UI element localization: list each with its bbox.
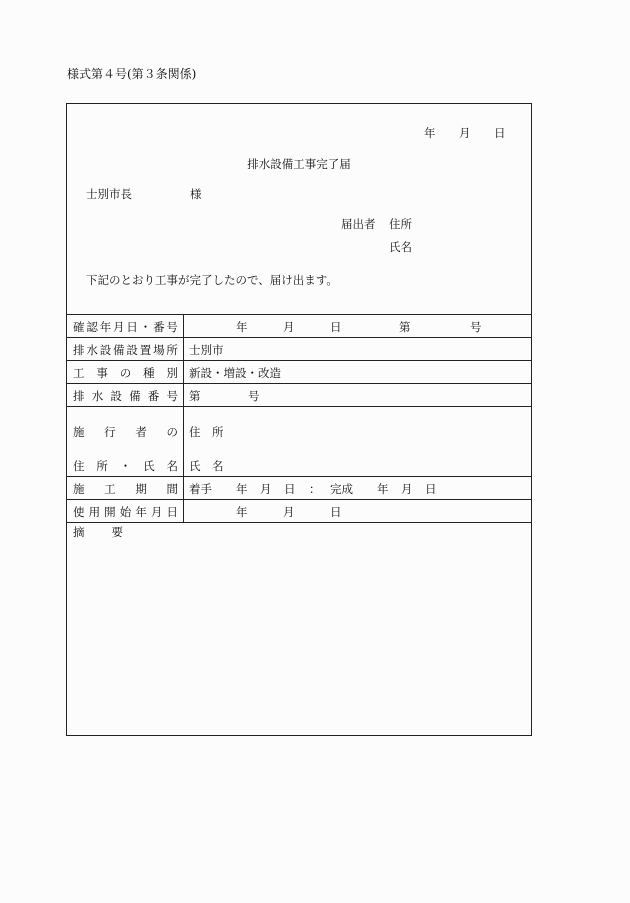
label-char: 水: [91, 389, 104, 403]
label-char: 設: [126, 343, 138, 357]
work-type-value: 新設・増設・改造: [189, 366, 281, 380]
confirm-month: 月: [283, 320, 295, 334]
label-char: 場: [153, 343, 165, 357]
label-char: 期: [135, 482, 147, 496]
label-char: 年: [99, 320, 112, 334]
number-go: 号: [248, 389, 260, 403]
form-frame: [66, 103, 532, 736]
label-char: 設: [110, 389, 122, 403]
row-divider: [67, 383, 531, 384]
period-start-month: 月: [260, 482, 272, 496]
applicant-address-label: 住所: [389, 217, 412, 231]
label-char: 号: [166, 389, 178, 403]
period-end-month: 月: [401, 482, 413, 496]
location-label: [73, 342, 178, 358]
label-char: 番: [147, 389, 160, 403]
label-char: 工: [73, 366, 85, 380]
contractor-name-label: 氏 名: [189, 459, 224, 473]
contractor-label-bottom: [73, 458, 178, 474]
page-title: 排水設備工事完了届: [247, 157, 351, 171]
label-char: 施: [73, 482, 85, 496]
applicant-name-label: 氏名: [389, 240, 412, 254]
row-divider: [67, 337, 531, 338]
contractor-label-top: [73, 424, 178, 440]
contractor-address-label: 住 所: [189, 425, 224, 439]
start-use-day: 日: [330, 505, 342, 519]
period-end-day: 日: [425, 482, 437, 496]
label-char: の: [166, 425, 178, 439]
row-divider: [67, 476, 531, 477]
label-char: ・: [139, 320, 152, 334]
label-char: 番: [153, 320, 165, 334]
label-char: の: [119, 366, 132, 380]
label-char: 水: [86, 343, 98, 357]
start-use-month: 月: [283, 505, 295, 519]
remarks-label: [73, 524, 123, 540]
label-char: 事: [96, 366, 108, 380]
date-day: 日: [494, 126, 506, 140]
label-char: 氏: [143, 459, 155, 473]
column-divider: [183, 314, 184, 522]
label-char: 使: [73, 505, 85, 519]
label-char: 所: [166, 343, 178, 357]
confirm-label: [73, 319, 178, 335]
start-use-label: [73, 504, 178, 520]
label-char: 別: [166, 366, 178, 380]
period-start-day: 日: [284, 482, 296, 496]
label-char: 始: [119, 505, 132, 519]
label-char: 所: [96, 459, 108, 473]
label-char: 設: [99, 343, 112, 357]
label-char: 置: [139, 343, 152, 357]
addressee-honorific: 様: [190, 187, 202, 201]
number-dai: 第: [189, 389, 201, 403]
confirm-dai: 第: [399, 320, 411, 334]
label-char: 種: [143, 366, 155, 380]
label-char: 工: [104, 482, 116, 496]
form-number-label: 様式第４号(第３条関係): [67, 67, 197, 81]
table-top-line: [67, 314, 531, 315]
period-separator: ：: [309, 482, 321, 496]
row-divider: [67, 499, 531, 500]
label-char: 住: [73, 459, 85, 473]
period-start-year: 年: [236, 482, 248, 496]
addressee-name: 士別市長: [86, 187, 132, 201]
statement-text: 下記のとおり工事が完了したので、届け出ます。: [86, 273, 338, 287]
work-type-label: [73, 365, 178, 381]
period-end-year: 年: [377, 482, 389, 496]
label-char: 認: [86, 320, 98, 334]
confirm-day: 日: [330, 320, 342, 334]
confirm-go: 号: [470, 320, 482, 334]
confirm-year: 年: [236, 320, 248, 334]
label-char: 者: [135, 425, 147, 439]
start-use-year: 年: [236, 505, 248, 519]
row-divider: [67, 522, 531, 523]
row-divider: [67, 406, 531, 407]
label-char: 排: [73, 343, 85, 357]
number-label: [73, 388, 178, 404]
period-end-label: 完成: [330, 482, 353, 496]
label-char: ・: [119, 459, 132, 473]
label-char: 排: [73, 389, 85, 403]
date-month: 月: [459, 126, 471, 140]
label-char: 用: [88, 505, 101, 519]
location-value: 士別市: [189, 343, 224, 357]
label-char: 日: [126, 320, 138, 334]
date-year: 年: [424, 126, 436, 140]
label-char: 年: [135, 505, 147, 519]
period-label: [73, 481, 178, 497]
period-start-label: 着手: [189, 482, 212, 496]
label-char: 月: [150, 505, 163, 519]
label-char: 開: [104, 505, 116, 519]
label-char: 号: [166, 320, 178, 334]
label-char: 施: [73, 425, 85, 439]
label-char: 備: [113, 343, 125, 357]
applicant-label: 届出者: [341, 217, 376, 231]
label-char: 月: [113, 320, 125, 334]
label-char: 日: [166, 505, 178, 519]
label-char: 要: [111, 525, 123, 539]
label-char: 備: [129, 389, 141, 403]
label-char: 間: [166, 482, 178, 496]
label-char: 摘: [73, 525, 85, 539]
label-char: 確: [73, 320, 85, 334]
label-char: 名: [166, 459, 178, 473]
row-divider: [67, 360, 531, 361]
label-char: 行: [104, 425, 116, 439]
